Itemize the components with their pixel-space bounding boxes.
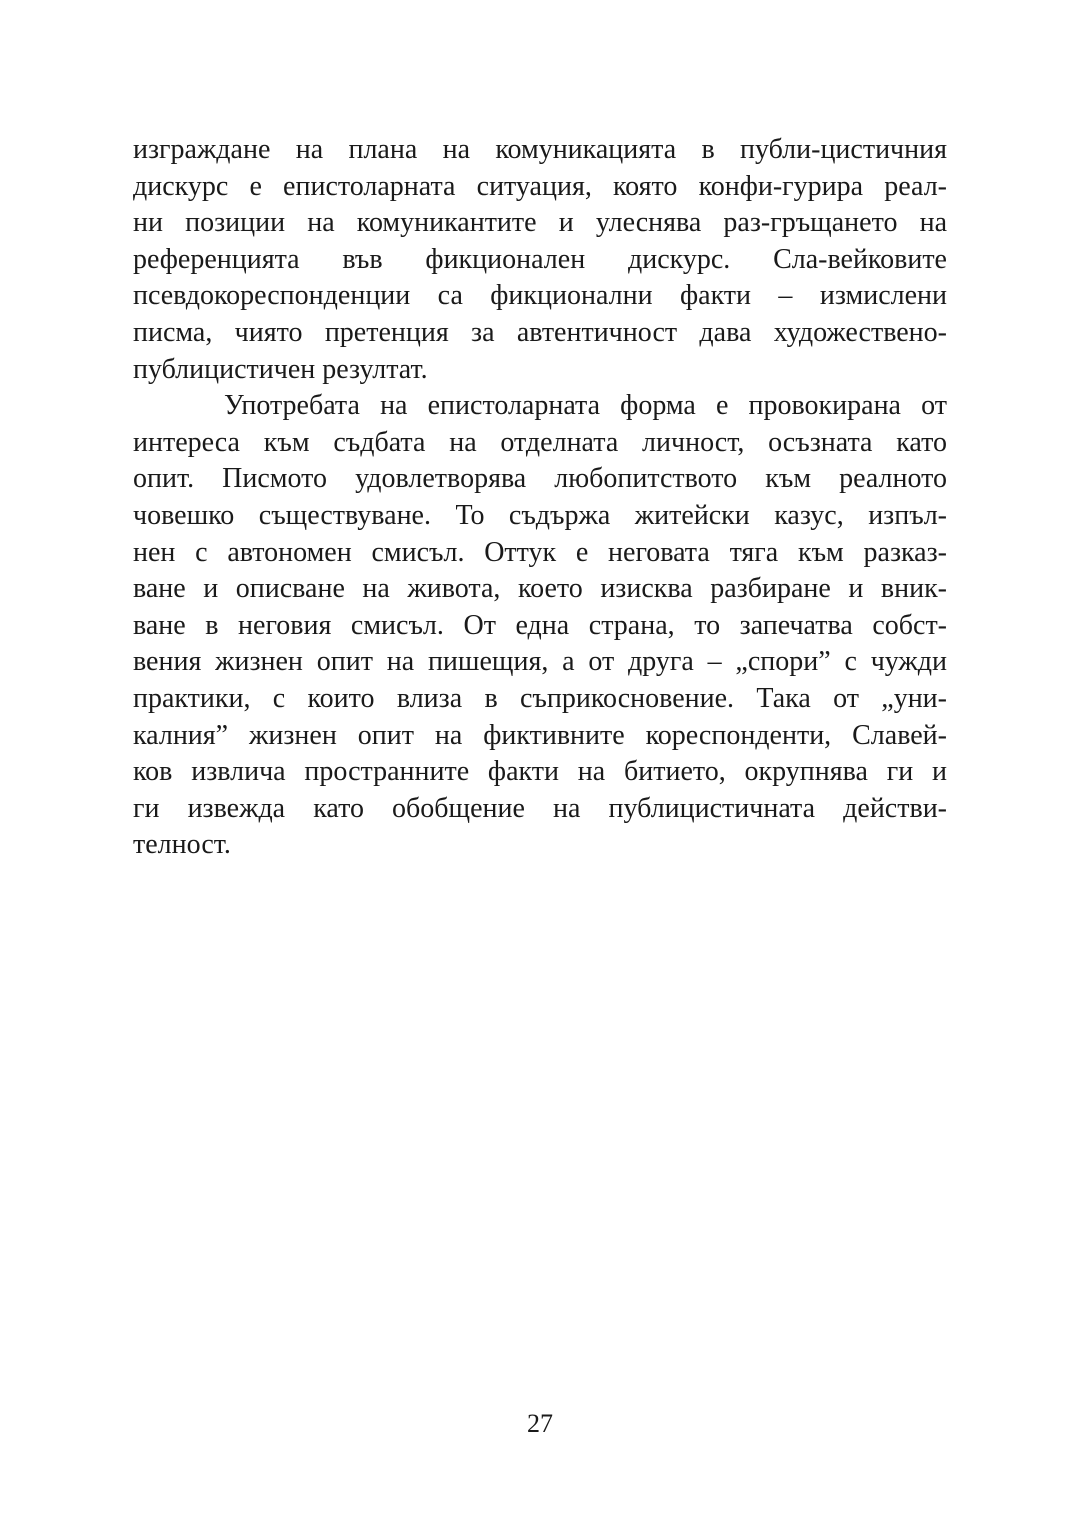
text-line: телност. (133, 829, 231, 861)
text-line: публицистичен резултат. (133, 353, 428, 385)
text-line: ков извлича пространните факти на битието, окрупнява ги и (133, 756, 947, 788)
text-line: опит. Писмото удовлетворява любопитството към реалното (133, 463, 947, 495)
body-text (133, 132, 947, 900)
paragraph-1 (133, 132, 947, 388)
text-line: нен с автономен смисъл. Оттук е неговата тяга към разказ- (133, 536, 947, 568)
page-number: 27 (527, 1409, 553, 1438)
text-line: калния” жизнен опит на фиктивните кореспонденти, Славей- (133, 719, 947, 751)
text-line: ване и описване на живота, което изисква разбиране и вник- (133, 573, 947, 605)
text-line: ни позиции на комуникантите и улеснява раз-гръщането на (133, 207, 947, 239)
text-line: ги извежда като обобщение на публицистичната действи- (133, 792, 947, 824)
text-line: псевдокореспонденции са фикционални факти – измислени (133, 280, 947, 312)
text-line: ване в неговия смисъл. От една страна, то запечатва собст- (133, 609, 947, 641)
text-line: референцията във фикционален дискурс. Сла-вейковите (133, 243, 947, 275)
text-line: Употребата на епистоларната форма е провокирана от (224, 390, 947, 422)
text-line: човешко съществуване. То съдържа житейски казус, изпъл- (133, 499, 947, 531)
text-line: интереса към съдбата на отделната личност, осъзната като (133, 426, 947, 458)
paragraph-2 (133, 388, 947, 900)
text-line: дискурс е епистоларната ситуация, която конфи-гурира реал- (133, 170, 947, 202)
text-line (133, 864, 947, 901)
text-line: вения жизнен опит на пишещия, а от друга – „спори” с чужди (133, 646, 947, 678)
text-line: изграждане на плана на комуникацията в публи-цистичния (133, 134, 947, 165)
text-line: писма, чиято претенция за автентичност дава художествено- (133, 316, 947, 348)
text-line: практики, с които влиза в съприкосновение. Така от „уни- (133, 682, 947, 714)
